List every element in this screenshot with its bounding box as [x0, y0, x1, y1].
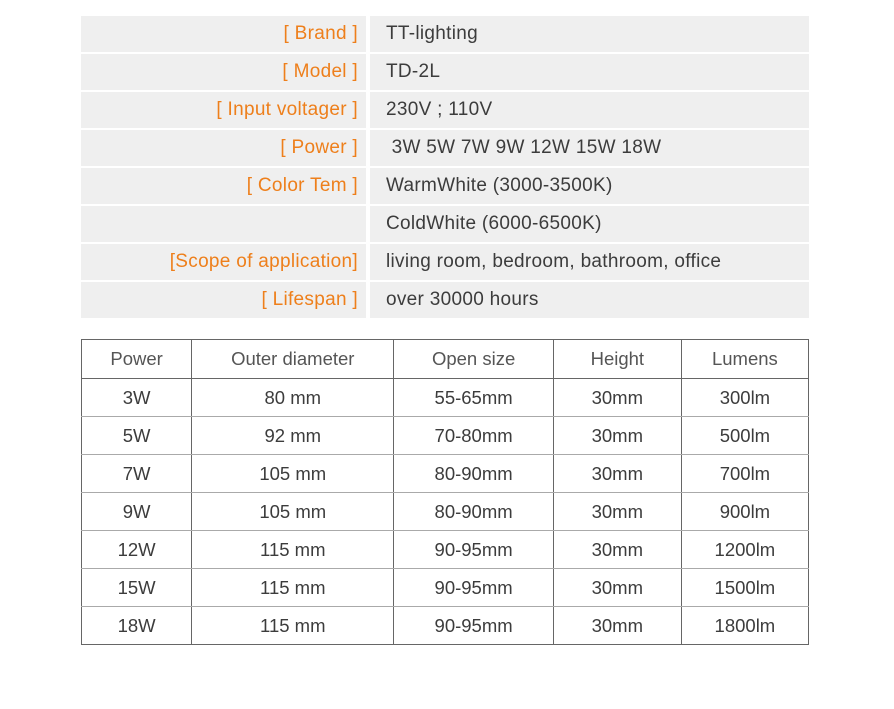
cell-lumens: 700lm: [681, 455, 808, 493]
size-table: [81, 339, 809, 645]
cell-outer-diameter: 115 mm: [192, 569, 394, 607]
spec-label: [ Lifespan ]: [81, 282, 366, 318]
cell-outer-diameter: 105 mm: [192, 455, 394, 493]
table-row: [82, 493, 809, 531]
column-header-power: Power: [82, 340, 192, 379]
spec-value: living room, bedroom, bathroom, office: [370, 244, 809, 280]
spec-value: TD-2L: [370, 54, 809, 90]
cell-power: 9W: [82, 493, 192, 531]
table-row: [82, 531, 809, 569]
cell-lumens: 500lm: [681, 417, 808, 455]
spec-label: [ Color Tem ]: [81, 168, 366, 204]
cell-open-size: 90-95mm: [394, 607, 553, 645]
column-header-open-size: Open size: [394, 340, 553, 379]
cell-open-size: 70-80mm: [394, 417, 553, 455]
spec-row-color-temperature-cold: [81, 206, 809, 242]
cell-outer-diameter: 80 mm: [192, 379, 394, 417]
spec-row-power: [81, 130, 809, 166]
cell-lumens: 1500lm: [681, 569, 808, 607]
spec-row-color-temperature: [81, 168, 809, 204]
cell-open-size: 55-65mm: [394, 379, 553, 417]
spec-label: [Scope of application]: [81, 244, 366, 280]
spec-row-brand: [81, 16, 809, 52]
table-row: [82, 569, 809, 607]
spec-label: [ Input voltager ]: [81, 92, 366, 128]
spec-row-lifespan: [81, 282, 809, 318]
cell-outer-diameter: 105 mm: [192, 493, 394, 531]
spec-value: 3W 5W 7W 9W 12W 15W 18W: [370, 130, 809, 166]
cell-lumens: 1800lm: [681, 607, 808, 645]
cell-open-size: 90-95mm: [394, 531, 553, 569]
cell-power: 12W: [82, 531, 192, 569]
cell-outer-diameter: 115 mm: [192, 607, 394, 645]
cell-lumens: 300lm: [681, 379, 808, 417]
cell-open-size: 90-95mm: [394, 569, 553, 607]
table-row: [82, 607, 809, 645]
spec-label: [ Model ]: [81, 54, 366, 90]
spec-row-input-voltage: [81, 92, 809, 128]
cell-open-size: 80-90mm: [394, 493, 553, 531]
cell-outer-diameter: 115 mm: [192, 531, 394, 569]
cell-height: 30mm: [553, 417, 681, 455]
cell-height: 30mm: [553, 455, 681, 493]
table-row: [82, 455, 809, 493]
spec-row-scope: [81, 244, 809, 280]
column-header-height: Height: [553, 340, 681, 379]
cell-lumens: 900lm: [681, 493, 808, 531]
column-header-lumens: Lumens: [681, 340, 808, 379]
spec-label: [ Power ]: [81, 130, 366, 166]
cell-power: 15W: [82, 569, 192, 607]
column-header-outer-diameter: Outer diameter: [192, 340, 394, 379]
spec-row-model: [81, 54, 809, 90]
spec-value: over 30000 hours: [370, 282, 809, 318]
table-row: [82, 417, 809, 455]
spec-value: ColdWhite (6000-6500K): [370, 206, 809, 242]
spec-label: [81, 206, 366, 242]
cell-outer-diameter: 92 mm: [192, 417, 394, 455]
table-header-row: [82, 340, 809, 379]
table-row: [82, 379, 809, 417]
cell-height: 30mm: [553, 607, 681, 645]
cell-power: 5W: [82, 417, 192, 455]
cell-power: 18W: [82, 607, 192, 645]
cell-lumens: 1200lm: [681, 531, 808, 569]
cell-height: 30mm: [553, 493, 681, 531]
cell-power: 7W: [82, 455, 192, 493]
cell-height: 30mm: [553, 569, 681, 607]
cell-power: 3W: [82, 379, 192, 417]
cell-height: 30mm: [553, 531, 681, 569]
spec-value: WarmWhite (3000-3500K): [370, 168, 809, 204]
spec-list: [81, 16, 809, 320]
cell-height: 30mm: [553, 379, 681, 417]
spec-value: 230V ; 110V: [370, 92, 809, 128]
spec-value: TT-lighting: [370, 16, 809, 52]
spec-label: [ Brand ]: [81, 16, 366, 52]
cell-open-size: 80-90mm: [394, 455, 553, 493]
